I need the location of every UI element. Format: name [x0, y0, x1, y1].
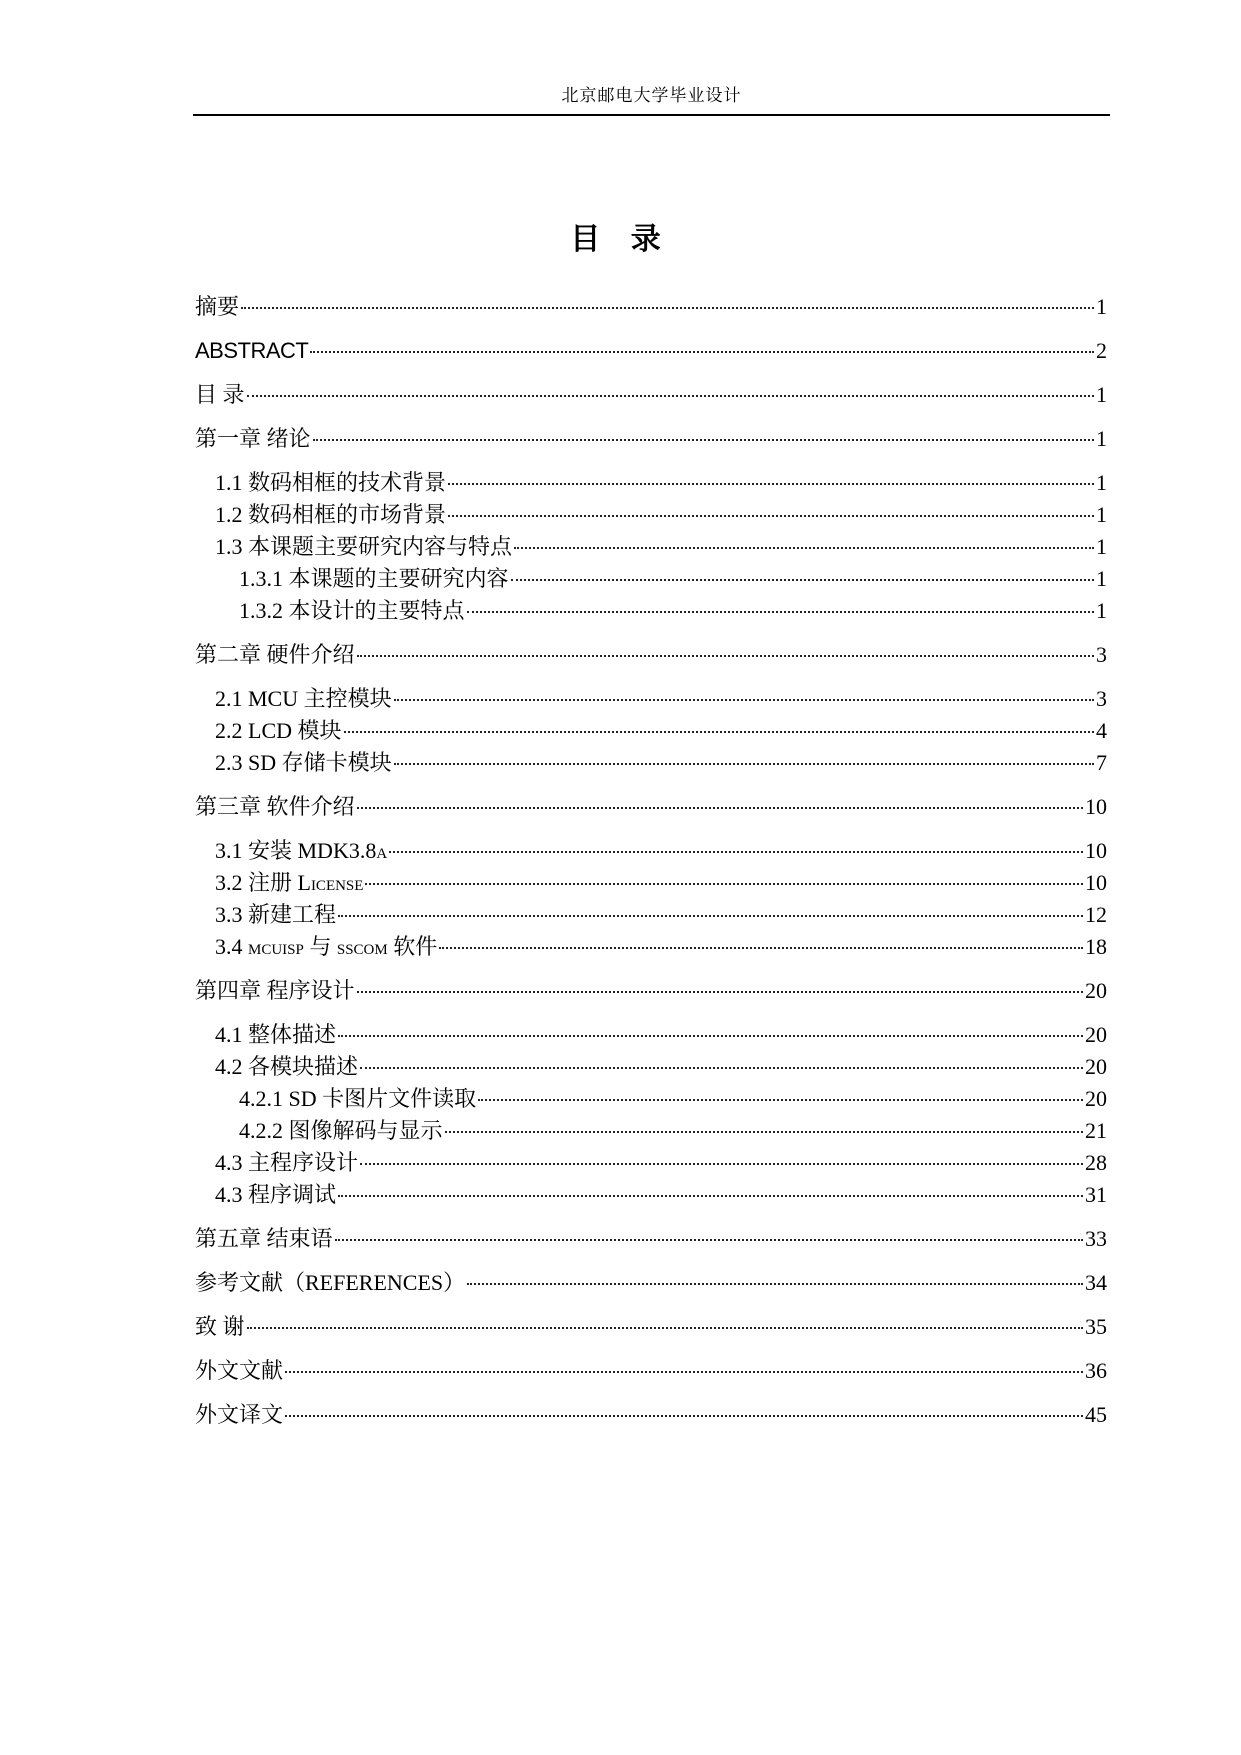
toc-entry-4-3[interactable]: [215, 1148, 1107, 1178]
toc-entry-label: 第二章 硬件介绍: [195, 642, 355, 667]
toc-entry-chapter-1[interactable]: [195, 424, 1107, 454]
toc-entry-4-1[interactable]: [215, 1020, 1107, 1050]
dot-leader: [241, 307, 1094, 309]
dot-leader: [467, 1283, 1083, 1285]
toc-page-number: 7: [1096, 750, 1107, 775]
toc-entry-label: 3.4 mcuisp 与 sscom 软件: [215, 934, 438, 959]
toc-entry-chapter-3[interactable]: [195, 792, 1107, 822]
toc-page-number: 2: [1096, 338, 1107, 363]
toc-page-number: 20: [1085, 1022, 1107, 1047]
toc-entry-label: 2.2 LCD 模块: [215, 718, 342, 743]
toc-entry-1-3-1[interactable]: [239, 564, 1107, 594]
toc-entry-translation[interactable]: [195, 1400, 1107, 1430]
dot-leader: [394, 763, 1094, 765]
toc-entry-chapter-5[interactable]: [195, 1224, 1107, 1254]
dot-leader: [247, 395, 1094, 397]
running-header: 北京邮电大学毕业设计: [561, 86, 742, 105]
toc-page-number: 1: [1096, 382, 1107, 407]
dot-leader: [310, 351, 1094, 353]
toc-page-number: 10: [1085, 794, 1107, 819]
toc-entry-label: 1.3 本课题主要研究内容与特点: [215, 534, 513, 559]
toc-entry-label: 3.3 新建工程: [215, 902, 337, 927]
dot-leader: [313, 439, 1094, 441]
toc-page-number: 45: [1085, 1402, 1107, 1427]
toc-entry-1-3[interactable]: [215, 532, 1107, 562]
toc-page-number: 34: [1085, 1270, 1107, 1295]
toc-page-number: 1: [1096, 566, 1107, 591]
toc-page-number: 3: [1096, 686, 1107, 711]
toc-entry-abstract-cn[interactable]: [195, 292, 1107, 322]
dot-leader: [389, 851, 1083, 853]
toc-title: 目 录: [570, 222, 671, 257]
toc-page-number: 1: [1096, 598, 1107, 623]
toc-entry-abstract-en[interactable]: [195, 336, 1107, 366]
toc-entry-1-1[interactable]: [215, 468, 1107, 498]
toc-entry-label: 摘要: [195, 294, 240, 319]
toc-entry-3-4[interactable]: [215, 932, 1107, 962]
toc-entry-label: 4.1 整体描述: [215, 1022, 337, 1047]
dot-leader: [467, 611, 1094, 613]
dot-leader: [338, 1035, 1083, 1037]
dot-leader: [448, 515, 1094, 517]
toc-entry-label: 4.2.1 SD 卡图片文件读取: [239, 1086, 477, 1111]
toc-entry-4-3-debug[interactable]: [215, 1180, 1107, 1210]
toc-entry-label: 1.3.2 本设计的主要特点: [239, 598, 465, 623]
dot-leader: [514, 547, 1094, 549]
dot-leader: [478, 1099, 1083, 1101]
toc-entry-3-3[interactable]: [215, 900, 1107, 930]
toc-entry-2-1[interactable]: [215, 684, 1107, 714]
toc-page-number: 1: [1096, 534, 1107, 559]
toc-entry-label: 4.3 主程序设计: [215, 1150, 359, 1175]
toc-entry-label: 4.2 各模块描述: [215, 1054, 359, 1079]
toc-entry-label: ABSTRACT: [195, 338, 309, 363]
toc-entry-label: 3.2 注册 License: [215, 870, 364, 895]
toc-page-number: 21: [1085, 1118, 1107, 1143]
toc-entry-acknowledgements[interactable]: [195, 1312, 1107, 1342]
toc-entry-foreign-literature[interactable]: [195, 1356, 1107, 1386]
toc-entry-contents[interactable]: [195, 380, 1107, 410]
toc-entry-label: 参考文献（REFERENCES）: [195, 1270, 466, 1295]
toc-entry-4-2-1[interactable]: [239, 1084, 1107, 1114]
header-rule: [193, 114, 1110, 116]
toc-entry-label: 外文文献: [195, 1358, 284, 1383]
toc-entry-1-2[interactable]: [215, 500, 1107, 530]
dot-leader: [344, 731, 1094, 733]
toc-entry-label: 2.1 MCU 主控模块: [215, 686, 392, 711]
toc-page-number: 1: [1096, 426, 1107, 451]
toc-page-number: 10: [1085, 838, 1107, 863]
toc-entry-2-2[interactable]: [215, 716, 1107, 746]
dot-leader: [338, 915, 1083, 917]
toc-entry-label: 致 谢: [195, 1314, 245, 1339]
dot-leader: [335, 1239, 1083, 1241]
toc-entry-label: 4.3 程序调试: [215, 1182, 337, 1207]
toc-entry-label: 1.3.1 本课题的主要研究内容: [239, 566, 509, 591]
toc-page-number: 28: [1085, 1150, 1107, 1175]
dot-leader: [445, 1131, 1083, 1133]
toc-entry-label: 1.1 数码相框的技术背景: [215, 470, 447, 495]
toc-page-number: 10: [1085, 870, 1107, 895]
toc-entry-label: 4.2.2 图像解码与显示: [239, 1118, 443, 1143]
dot-leader: [357, 655, 1094, 657]
toc-entry-label: 第四章 程序设计: [195, 978, 355, 1003]
toc-entry-1-3-2[interactable]: [239, 596, 1107, 626]
dot-leader: [360, 1163, 1083, 1165]
toc-page-number: 20: [1085, 978, 1107, 1003]
toc-entry-2-3[interactable]: [215, 748, 1107, 778]
toc-page-number: 35: [1085, 1314, 1107, 1339]
toc-page-number: 1: [1096, 470, 1107, 495]
toc-page-number: 4: [1096, 718, 1107, 743]
dot-leader: [448, 483, 1094, 485]
toc-page-number: 1: [1096, 502, 1107, 527]
dot-leader: [285, 1371, 1083, 1373]
toc-entry-4-2-2[interactable]: [239, 1116, 1107, 1146]
dot-leader: [357, 991, 1083, 993]
toc-entry-label: 目 录: [195, 382, 245, 407]
toc-page-number: 36: [1085, 1358, 1107, 1383]
toc-page-number: 20: [1085, 1054, 1107, 1079]
toc-entry-3-1[interactable]: [215, 836, 1107, 866]
dot-leader: [360, 1067, 1083, 1069]
toc-entry-chapter-2[interactable]: [195, 640, 1107, 670]
toc-entry-label: 第三章 软件介绍: [195, 794, 355, 819]
toc-page-number: 18: [1085, 934, 1107, 959]
toc-entry-label: 2.3 SD 存储卡模块: [215, 750, 392, 775]
dot-leader: [357, 807, 1083, 809]
dot-leader: [365, 883, 1083, 885]
dot-leader: [439, 947, 1083, 949]
dot-leader: [394, 699, 1094, 701]
toc-entry-3-2[interactable]: [215, 868, 1107, 898]
toc-entry-label: 3.1 安装 MDK3.8a: [215, 838, 388, 863]
toc-entry-label: 1.2 数码相框的市场背景: [215, 502, 447, 527]
toc-page-number: 3: [1096, 642, 1107, 667]
toc-entry-label: 外文译文: [195, 1402, 284, 1427]
dot-leader: [247, 1327, 1083, 1329]
toc-entry-label: 第一章 绪论: [195, 426, 311, 451]
toc-entry-references[interactable]: [195, 1268, 1107, 1298]
toc-page-number: 31: [1085, 1182, 1107, 1207]
toc-page-number: 33: [1085, 1226, 1107, 1251]
toc-page-number: 12: [1085, 902, 1107, 927]
dot-leader: [338, 1195, 1083, 1197]
toc-entry-4-2[interactable]: [215, 1052, 1107, 1082]
toc-entry-label: 第五章 结束语: [195, 1226, 333, 1251]
dot-leader: [285, 1415, 1083, 1417]
toc-page-number: 20: [1085, 1086, 1107, 1111]
toc-entry-chapter-4[interactable]: [195, 976, 1107, 1006]
dot-leader: [511, 579, 1094, 581]
toc-page-number: 1: [1096, 294, 1107, 319]
